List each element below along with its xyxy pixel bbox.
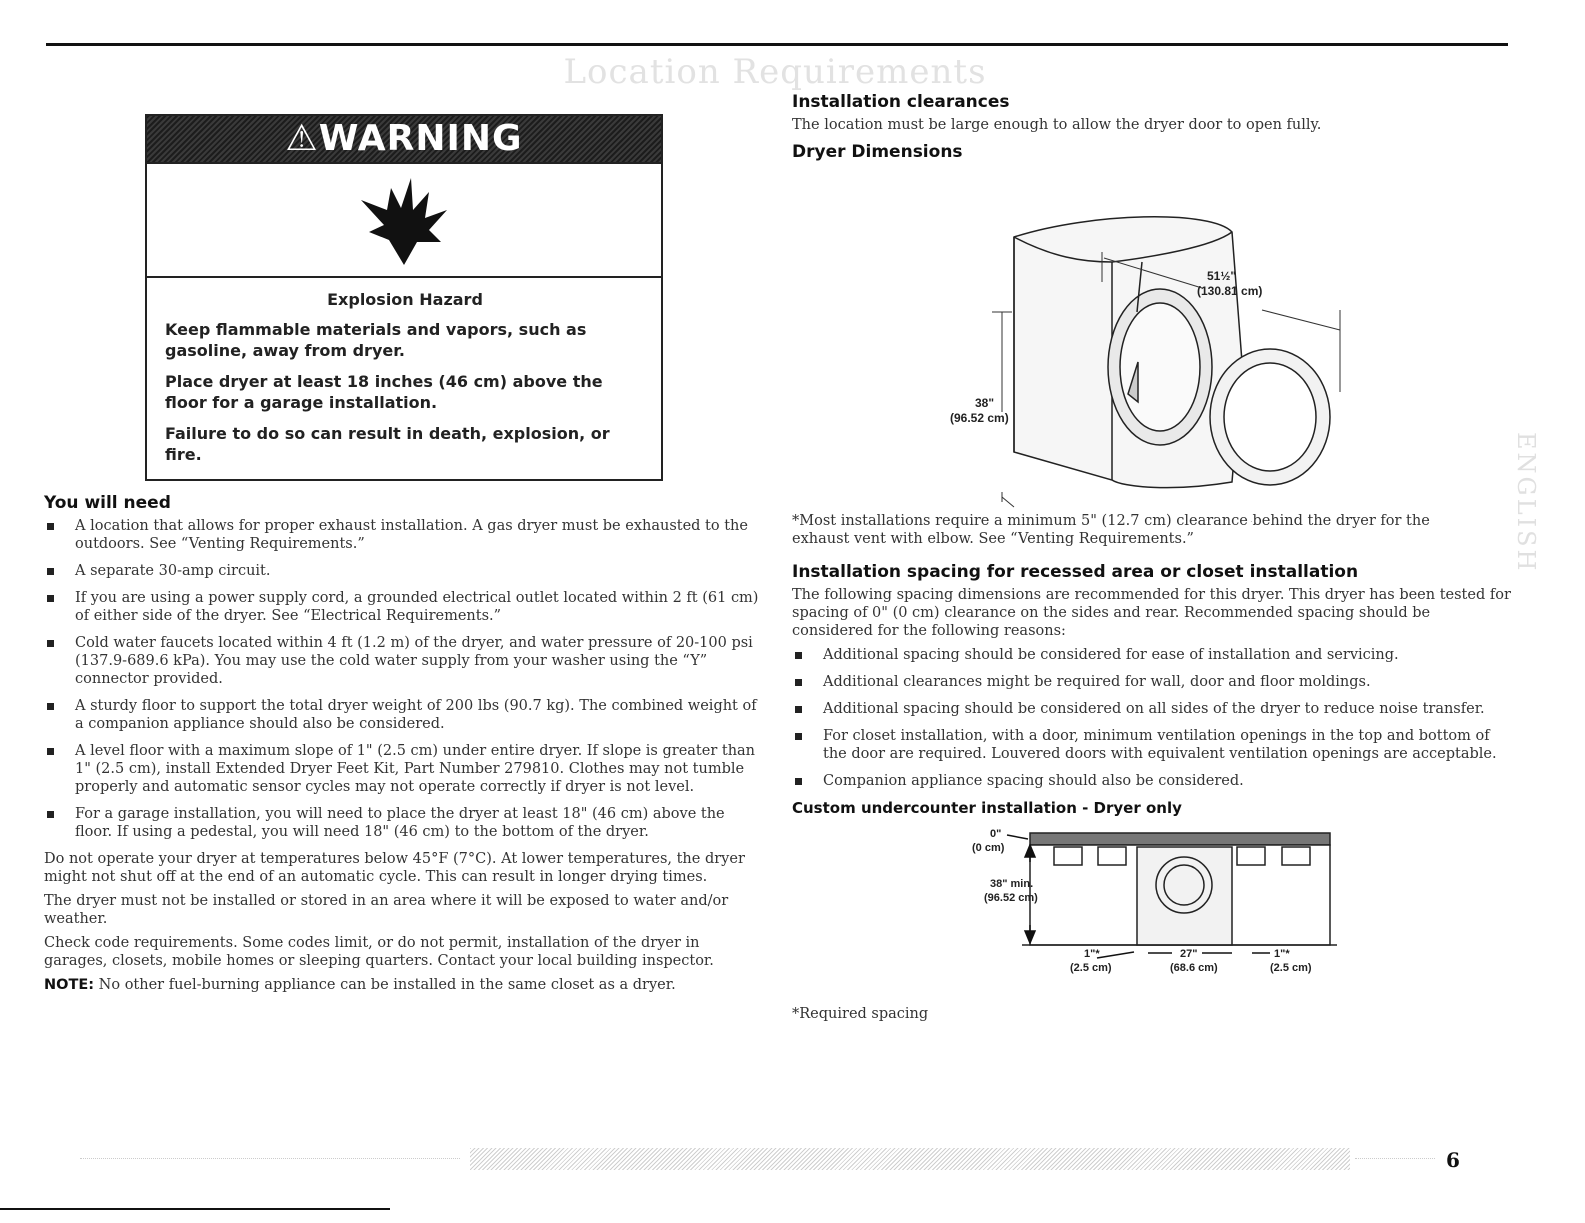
list-item: Additional clearances might be required for wall, door and floor moldings. [792,673,1512,691]
you-will-need-heading: You will need [44,493,171,513]
warning-line: Place dryer at least 18 inches (46 cm) above the floor for a garage installation. [165,372,603,412]
paragraph: Check code requirements. Some codes limit, or do not permit, installation of the dryer in garages, closets, mobile homes or sleeping quarters. Contact your local building inspector. [44,935,714,969]
bottom-rule [0,1208,390,1210]
installation-clearances-text: The location must be large enough to allow the dryer door to open fully. [792,117,1322,133]
label-left-in: 1"* [1084,948,1100,960]
left-column [44,114,760,1000]
warning-box [145,114,663,481]
label-top-cm: (0 cm) [972,842,1005,854]
explosion-icon [147,162,661,278]
paragraph: The dryer must not be installed or stored in an area where it will be exposed to water and/or weather. [44,893,729,927]
warning-line: Failure to do so can result in death, explosion, or fire. [165,424,610,464]
label-height-cm: (96.52 cm) [950,411,1009,425]
spacing-intro: The following spacing dimensions are recommended for this dryer. This dryer has been tested for spacing of 0" (0 cm) clearance on the sides and rear. Recommended spacing should be considered for the following reasons: [792,587,1511,639]
warning-line: Keep flammable materials and vapors, such as gasoline, away from dryer. [165,320,587,360]
dryer-illustration [792,162,1512,522]
label-depth-open-cm: (130.81 cm) [1197,284,1263,298]
top-rule [46,43,1508,46]
footer-dotted-rule-left [80,1158,460,1160]
list-item: A sturdy floor to support the total dryer weight of 200 lbs (90.7 kg). The combined weight of a companion appliance should also be considered. [44,697,760,733]
page-number: 6 [1446,1148,1460,1172]
label-left-cm: (2.5 cm) [1070,962,1112,974]
page-title: Location Requirements [563,52,987,92]
label-mid-cm: (68.6 cm) [1170,962,1218,974]
undercounter-heading: Custom undercounter installation - Dryer only [792,799,1182,817]
list-item: For a garage installation, you will need to place the dryer at least 18" (46 cm) above the floor. If using a pedestal, you will need 18" (46 cm) to the bottom of the dryer. [44,805,760,841]
label-right-in: 1"* [1274,948,1290,960]
label-min-height-in: 38" min. [990,878,1034,890]
undercounter-footnote: *Required spacing [792,1006,929,1022]
warning-header: ⚠WARNING [147,116,661,162]
list-item: For closet installation, with a door, minimum ventilation openings in the top and bottom of the door are required. Louvered doors with equivalent ventilation openings are acceptable. [792,727,1512,763]
list-item: A level floor with a maximum slope of 1" (2.5 cm) under entire dryer. If slope is greater than 1" (2.5 cm), install Extended Dryer Feet Kit, Part Number 279810. Clothes may not tumble properly and automatic sensor cycles may not operate correctly if dryer is not level. [44,742,760,796]
list-item: A location that allows for proper exhaust installation. A gas dryer must be exhausted to the outdoors. See “Venting Requirements.” [44,517,760,553]
warning-body [147,278,661,479]
list-item: Companion appliance spacing should also be considered. [792,772,1512,790]
list-item: Additional spacing should be considered on all sides of the dryer to reduce noise transfer. [792,700,1512,718]
spacing-heading: Installation spacing for recessed area or closet installation [792,562,1359,582]
language-tab: ENGLISH [1512,432,1540,574]
paragraph: Do not operate your dryer at temperatures below 45°F (7°C). At lower temperatures, the dryer might not shut off at the end of an automatic cycle. This can result in longer drying times. [44,851,745,885]
list-item: If you are using a power supply cord, a grounded electrical outlet located within 2 ft (61 cm) of either side of the dryer. See “Electrical Requirements.” [44,589,760,625]
you-will-need-list [44,517,760,841]
dryer-dimensions-heading: Dryer Dimensions [792,142,963,162]
note-text: No other fuel-burning appliance can be installed in the same closet as a dryer. [94,977,676,993]
footer-dotted-rule-right [1355,1158,1435,1160]
undercounter-illustration [792,817,1512,977]
label-top-in: 0" [990,828,1002,840]
note [44,976,760,994]
dimensions-footnote: *Most installations require a minimum 5" (12.7 cm) clearance behind the dryer for the exhaust vent with elbow. See “Venting Requirements.” [792,513,1430,547]
list-item: Cold water faucets located within 4 ft (1.2 m) of the dryer, and water pressure of 20-100 psi (137.9-689.6 kPa). You may use the cold water supply from your washer using the “Y” connector provided. [44,634,760,688]
label-right-cm: (2.5 cm) [1270,962,1312,974]
label-mid-in: 27" [1180,948,1198,960]
hazard-title: Explosion Hazard [327,290,483,309]
spacing-list [792,646,1512,790]
label-min-height-cm: (96.52 cm) [984,892,1038,904]
label-height-in: 38" [975,396,995,410]
right-column [792,92,1512,1029]
dryer-dimensions-diagram [792,162,1512,522]
footer-bar [470,1148,1350,1170]
undercounter-diagram [792,817,1512,977]
list-item: A separate 30-amp circuit. [44,562,760,580]
list-item: Additional spacing should be considered for ease of installation and servicing. [792,646,1512,664]
installation-clearances-heading: Installation clearances [792,92,1010,112]
label-depth-open-in: 51½" [1207,269,1237,283]
note-label: NOTE: [44,977,95,993]
